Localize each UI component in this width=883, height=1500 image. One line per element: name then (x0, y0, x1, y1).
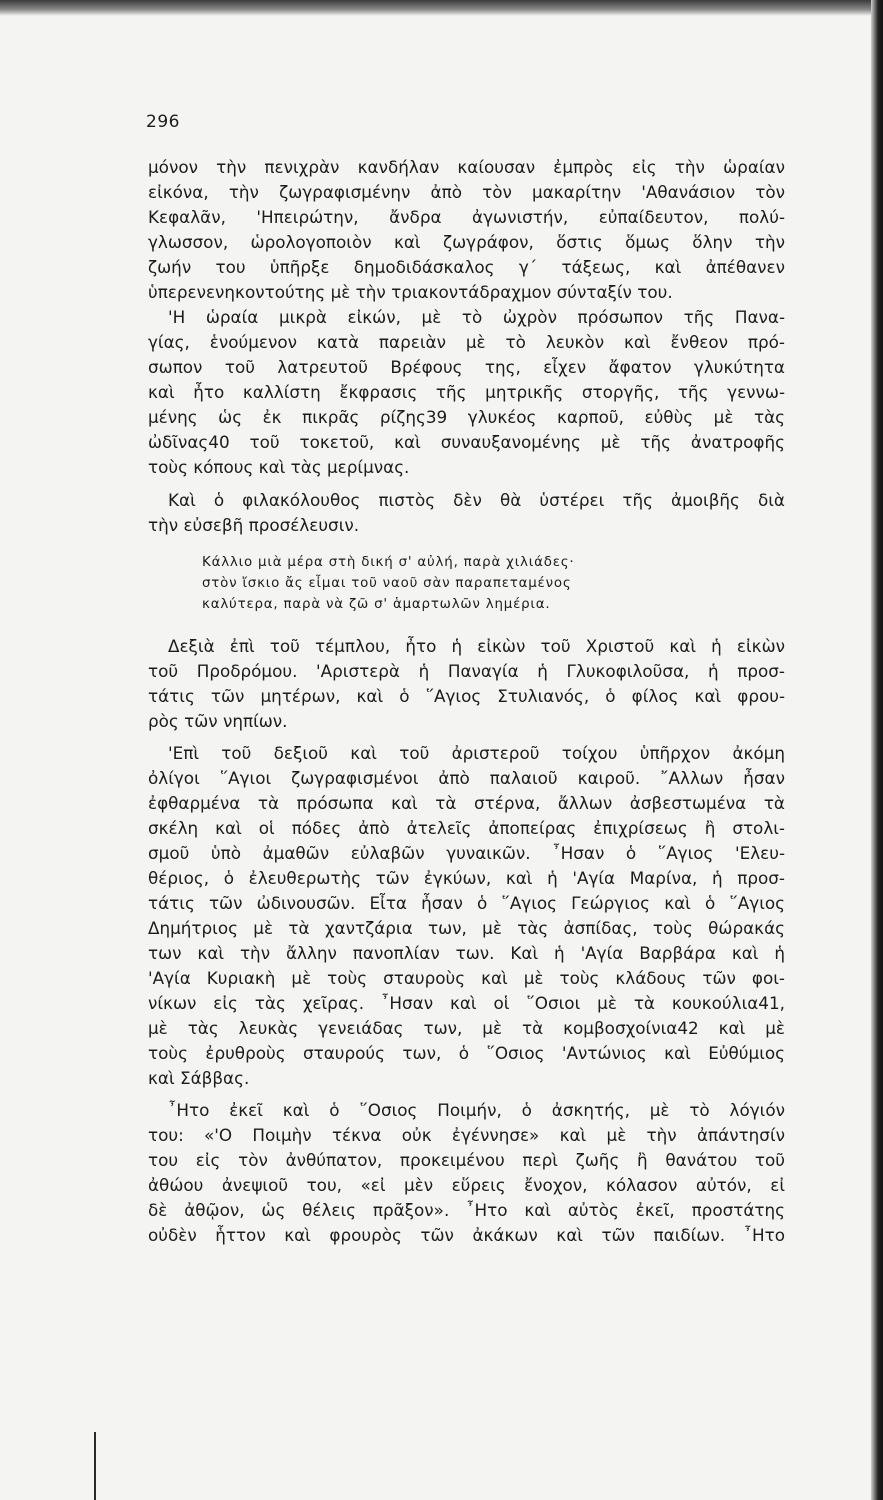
verse-line: Κάλλιο μιὰ μέρα στὴ δική σ' αὐλή, παρὰ χιλιάδες· (202, 555, 575, 570)
text-line: τάτις τῶν μητέρων, καὶ ὁ ῞Αγιος Στυλιανός, ὁ φίλος καὶ φρου- (148, 686, 785, 706)
text-line: ζωήν του ὑπῆρξε δημοδιδάσκαλος γ΄ τάξεως, καὶ ἀπέθανεν (148, 257, 785, 277)
text-line: νίκων εἰς τὰς χεῖρας. ῏Ησαν καὶ οἱ ῞Οσιοι μὲ τὰ κουκούλια41, (148, 993, 785, 1013)
text-line: σωπον τοῦ λατρευτοῦ Βρέφους της, εἶχεν ἄφατον γλυκύτητα (148, 357, 785, 377)
text-line: των καὶ τὴν ἄλλην πανοπλίαν των. Καὶ ἡ 'Αγία Βαρβάρα καὶ ἡ (148, 943, 785, 963)
text-line: γίας, ἑνούμενον κατὰ παρειὰν μὲ τὸ λευκὸν καὶ ἔνθεον πρό- (148, 332, 785, 352)
text-line: 'Αγία Κυριακὴ μὲ τοὺς σταυροὺς καὶ μὲ τοὺς κλάδους τῶν φοι- (148, 968, 785, 988)
text-line: 'Επὶ τοῦ δεξιοῦ καὶ τοῦ ἀριστεροῦ τοίχου ὑπῆρχον ἀκόμη (168, 743, 785, 763)
text-line: καὶ ἦτο καλλίστη ἔκφρασις τῆς μητρικῆς στοργῆς, τῆς γεννω- (148, 382, 785, 402)
text-line: του: «'Ο Ποιμὴν τέκνα οὐκ ἐγέννησε» καὶ μὲ τὴν ἀπάντησίν (148, 1125, 785, 1145)
text-line: σμοῦ ὑπὸ ἀμαθῶν εὐλαβῶν γυναικῶν. ῏Ησαν ὁ ῞Αγιος 'Ελευ- (148, 843, 785, 863)
text-line: τοὺς κόπους καὶ τὰς μερίμνας. (148, 457, 410, 477)
text-line: τοῦ Προδρόμου. 'Αριστερὰ ἡ Παναγία ἡ Γλυκοφιλοῦσα, ἡ προσ- (148, 661, 785, 681)
text-line: Δημήτριος μὲ τὰ χαντζάρια των, μὲ τὰς ἀσπίδας, τοὺς θώρακάς (148, 918, 785, 938)
text-line: δὲ ἀθῷον, ὡς θέλεις πρᾶξον». ῏Ητο καὶ αὐτὸς ἐκεῖ, προστάτης (148, 1200, 785, 1220)
text-line: του εἰς τὸν ἀνθύπατον, προκειμένου περὶ ζωῆς ἢ θανάτου τοῦ (148, 1150, 785, 1170)
text-line: ἐφθαρμένα τὰ πρόσωπα καὶ τὰ στέρνα, ἄλλων ἀσβεστωμένα τὰ (148, 793, 785, 813)
scan-right-edge (871, 0, 883, 1500)
text-line: καὶ Σάββας. (148, 1068, 250, 1088)
verse-line: καλύτερα, παρὰ νὰ ζῶ σ' ἁμαρτωλῶν λημέρια. (202, 597, 551, 612)
text-line: ὀλίγοι ῞Αγιοι ζωγραφισμένοι ἀπὸ παλαιοῦ καιροῦ. ῎Αλλων ἦσαν (148, 768, 785, 788)
text-line: οὐδὲν ἧττον καὶ φρουρὸς τῶν ἀκάκων καὶ τῶν παιδίων. ῏Ητο (148, 1225, 785, 1245)
text-line: μὲ τὰς λευκὰς γενειάδας των, μὲ τὰ κομβοσχοίνια42 καὶ μὲ (148, 1018, 785, 1038)
text-line: ὠδῖνας40 τοῦ τοκετοῦ, καὶ συναυξανομένης μὲ τῆς ἀνατροφῆς (148, 432, 785, 452)
text-line: ἀθώου ἀνεψιοῦ του, «εἰ μὲν εὕρεις ἔνοχον, κόλασον αὐτόν, εἰ (148, 1175, 785, 1195)
page-number: 296 (146, 112, 180, 132)
verse-line: στὸν ἴσκιο ἄς εἶμαι τοῦ ναοῦ σὰν παραπεταμένος (202, 576, 572, 591)
text-line: θέριος, ὁ ἐλευθερωτὴς τῶν ἐγκύων, καὶ ἡ 'Αγία Μαρίνα, ἡ προσ- (148, 868, 785, 888)
text-line: Κεφαλᾶν, 'Ηπειρώτην, ἄνδρα ἀγωνιστήν, εὐπαίδευτον, πολύ- (148, 207, 785, 227)
text-line: σκέλη καὶ οἱ πόδες ἀπὸ ἀτελεῖς ἀποπείρας ἐπιχρίσεως ἢ στολι- (148, 818, 785, 838)
text-line: Δεξιὰ ἐπὶ τοῦ τέμπλου, ἦτο ἡ εἰκὼν τοῦ Χριστοῦ καὶ ἡ εἰκὼν (168, 636, 785, 656)
text-line: 'Η ὡραία μικρὰ εἰκών, μὲ τὸ ὠχρὸν πρόσωπον τῆς Πανα- (168, 307, 785, 327)
margin-rule (94, 1432, 96, 1500)
text-line: τοὺς ἐρυθροὺς σταυρούς των, ὁ ῞Οσιος 'Αντώνιος καὶ Εὐθύμιος (148, 1043, 785, 1063)
text-line: ῏Ητο ἐκεῖ καὶ ὁ ῞Οσιος Ποιμήν, ὁ ἀσκητής, μὲ τὸ λόγιόν (168, 1100, 785, 1120)
text-line: Καὶ ὁ φιλακόλουθος πιστὸς δὲν θὰ ὑστέρει τῆς ἀμοιβῆς διὰ (168, 490, 785, 510)
scan-top-edge (0, 0, 883, 16)
text-line: τάτις τῶν ὠδινουσῶν. Εἶτα ἦσαν ὁ ῞Αγιος Γεώργιος καὶ ὁ ῞Αγιος (148, 893, 785, 913)
text-line: μόνον τὴν πενιχρὰν κανδήλαν καίουσαν ἐμπρὸς εἰς τὴν ὡραίαν (148, 157, 785, 177)
text-line: ρὸς τῶν νηπίων. (148, 711, 288, 731)
text-line: τὴν εὐσεβῆ προσέλευσιν. (148, 515, 360, 535)
text-line: ὑπερενενηκοντούτης μὲ τὴν τριακοντάδραχμον σύνταξίν του. (148, 282, 673, 302)
text-line: γλωσσον, ὡρολογοποιὸν καὶ ζωγράφον, ὅστις ὅμως ὅλην τὴν (148, 232, 785, 252)
text-line: εἰκόνα, τὴν ζωγραφισμένην ἀπὸ τὸν μακαρίτην 'Αθανάσιον τὸν (148, 182, 785, 202)
text-line: μένης ὡς ἐκ πικρᾶς ρίζης39 γλυκέος καρποῦ, εὐθὺς μὲ τὰς (148, 407, 785, 427)
